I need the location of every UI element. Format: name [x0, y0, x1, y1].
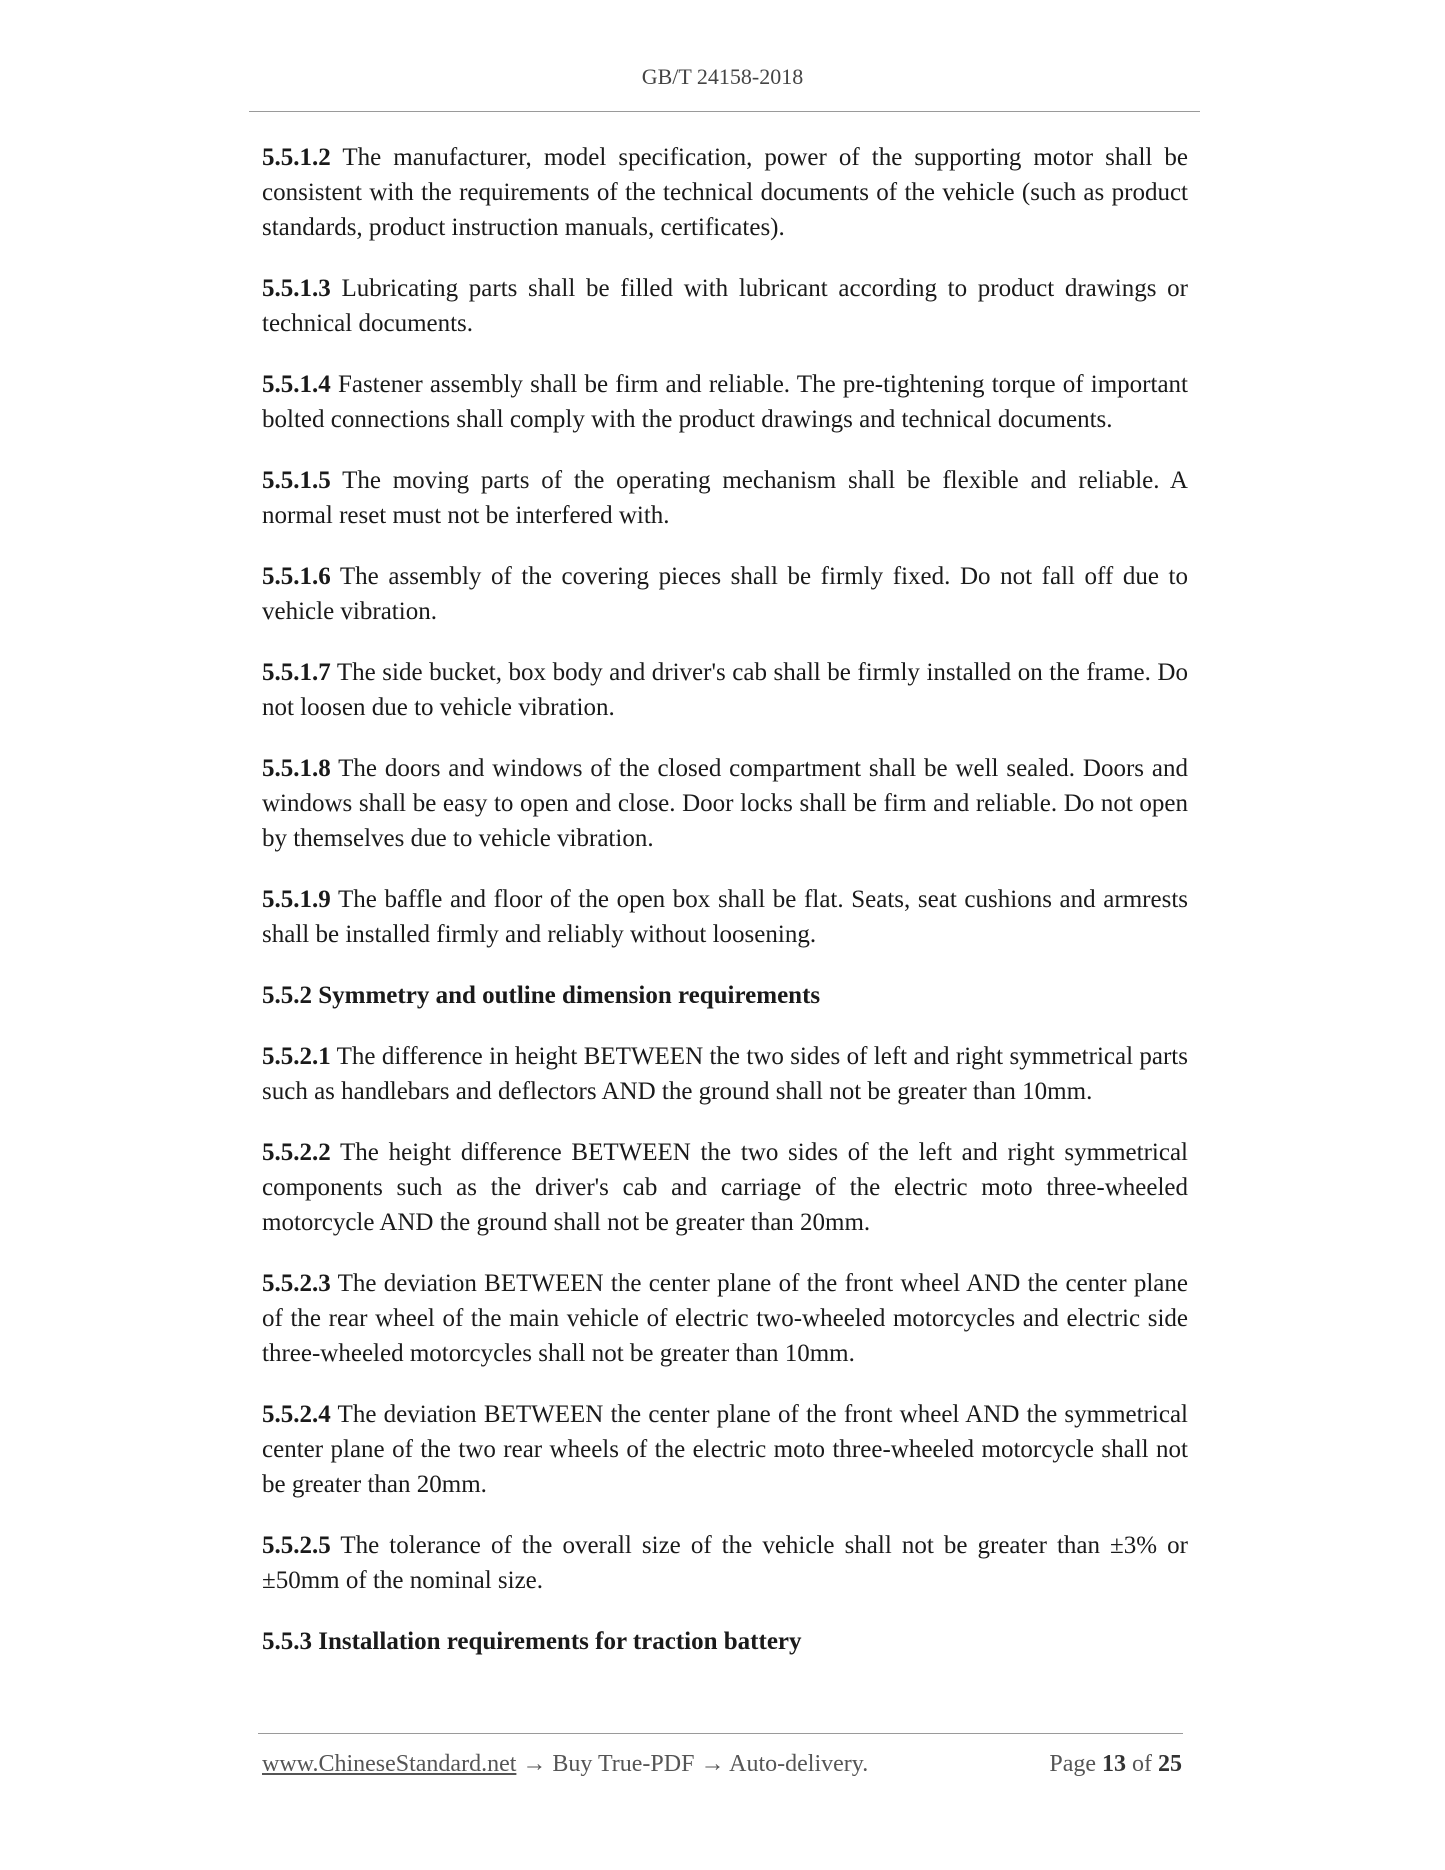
clause-number: 5.5.2.4	[262, 1401, 331, 1428]
clause-5-5-2-4	[262, 1397, 1188, 1502]
clause-number: 5.5.1.7	[262, 659, 331, 686]
clause-5-5-1-7	[262, 655, 1188, 725]
buy-true-pdf-text: Buy True-PDF	[552, 1751, 695, 1777]
clause-number: 5.5.1.4	[262, 371, 331, 398]
clause-text: The deviation BETWEEN the center plane of the front wheel AND the center plane of the rear wheel of the main vehicle of electric two-wheeled motorcycles and electric side three-wheeled motorcycles shall not be greater than 10mm.	[262, 1270, 1188, 1367]
clause-5-5-1-4	[262, 367, 1188, 437]
clause-5-5-2-2	[262, 1135, 1188, 1240]
of-label: of	[1132, 1751, 1152, 1777]
clause-text: The assembly of the covering pieces shall be firmly fixed. Do not fall off due to vehicle vibration.	[262, 563, 1188, 625]
page-label: Page	[1049, 1751, 1096, 1777]
clause-text: The side bucket, box body and driver's cab shall be firmly installed on the frame. Do not loosen due to vehicle vibration.	[262, 659, 1188, 721]
page-header-title: GB/T 24158-2018	[641, 64, 804, 89]
page-number	[1049, 1751, 1182, 1778]
clause-number: 5.5.1.5	[262, 467, 331, 494]
clause-5-5-1-5	[262, 463, 1188, 533]
footer-promo	[262, 1751, 868, 1778]
clause-text: Lubricating parts shall be filled with lubricant according to product drawings or technical documents.	[262, 275, 1189, 337]
clause-text: The deviation BETWEEN the center plane of the front wheel AND the symmetrical center plane of the two rear wheels of the electric moto three-wheeled motorcycle shall not be greater than 20mm.	[262, 1401, 1188, 1498]
footer-divider	[258, 1733, 1183, 1734]
current-page: 13	[1102, 1751, 1126, 1777]
clause-number: 5.5.1.8	[262, 755, 331, 782]
arrow-right-icon: →	[700, 1751, 725, 1777]
section-heading-5-5-3: 5.5.3 Installation requirements for traction battery	[262, 1628, 802, 1655]
clause-number: 5.5.1.6	[262, 563, 331, 590]
clause-5-5-1-3	[262, 271, 1188, 341]
website-link[interactable]: www.ChineseStandard.net	[262, 1751, 517, 1777]
arrow-right-icon: →	[522, 1751, 547, 1777]
clause-text: The moving parts of the operating mechanism shall be flexible and reliable. A normal reset must not be interfered with.	[262, 467, 1188, 529]
clause-number: 5.5.1.9	[262, 886, 331, 913]
section-heading-5-5-2: 5.5.2 Symmetry and outline dimension requirements	[262, 982, 821, 1009]
clause-number: 5.5.2.2	[262, 1139, 331, 1166]
clause-text: The baffle and floor of the open box shall be flat. Seats, seat cushions and armrests shall be installed firmly and reliably without loosening.	[262, 886, 1188, 948]
clause-text: The manufacturer, model specification, power of the supporting motor shall be consistent with the requirements of the technical documents of the vehicle (such as product standards, product instruction manuals, certificates).	[262, 144, 1188, 241]
clause-5-5-1-6	[262, 559, 1188, 629]
clause-text: The difference in height BETWEEN the two sides of left and right symmetrical parts such as handlebars and deflectors AND the ground shall not be greater than 10mm.	[262, 1043, 1188, 1105]
clause-text: The height difference BETWEEN the two sides of the left and right symmetrical components such as the driver's cab and carriage of the electric moto three-wheeled motorcycle AND the ground shall not be greater than 20mm.	[262, 1139, 1188, 1236]
clause-5-5-1-2	[262, 140, 1188, 245]
total-pages: 25	[1158, 1751, 1182, 1777]
header-divider	[249, 111, 1200, 112]
clause-text: The doors and windows of the closed compartment shall be well sealed. Doors and windows shall be easy to open and close. Door locks shall be firm and reliable. Do not open by themselves due to vehicle vibration.	[262, 755, 1188, 852]
clause-number: 5.5.2.3	[262, 1270, 331, 1297]
clause-number: 5.5.1.3	[262, 275, 331, 302]
clause-5-5-1-8	[262, 751, 1188, 856]
clause-5-5-2-5	[262, 1528, 1188, 1598]
clause-number: 5.5.1.2	[262, 144, 331, 171]
document-body	[262, 140, 1188, 1685]
clause-number: 5.5.2.1	[262, 1043, 331, 1070]
clause-number: 5.5.2.5	[262, 1532, 331, 1559]
clause-text: The tolerance of the overall size of the vehicle shall not be greater than ±3% or ±50mm of the nominal size.	[262, 1532, 1188, 1594]
clause-5-5-2-3	[262, 1266, 1188, 1371]
auto-delivery-text: Auto-delivery.	[729, 1751, 869, 1777]
clause-text: Fastener assembly shall be firm and reliable. The pre-tightening torque of important bolted connections shall comply with the product drawings and technical documents.	[262, 371, 1188, 433]
clause-5-5-2-1	[262, 1039, 1188, 1109]
clause-5-5-1-9	[262, 882, 1188, 952]
